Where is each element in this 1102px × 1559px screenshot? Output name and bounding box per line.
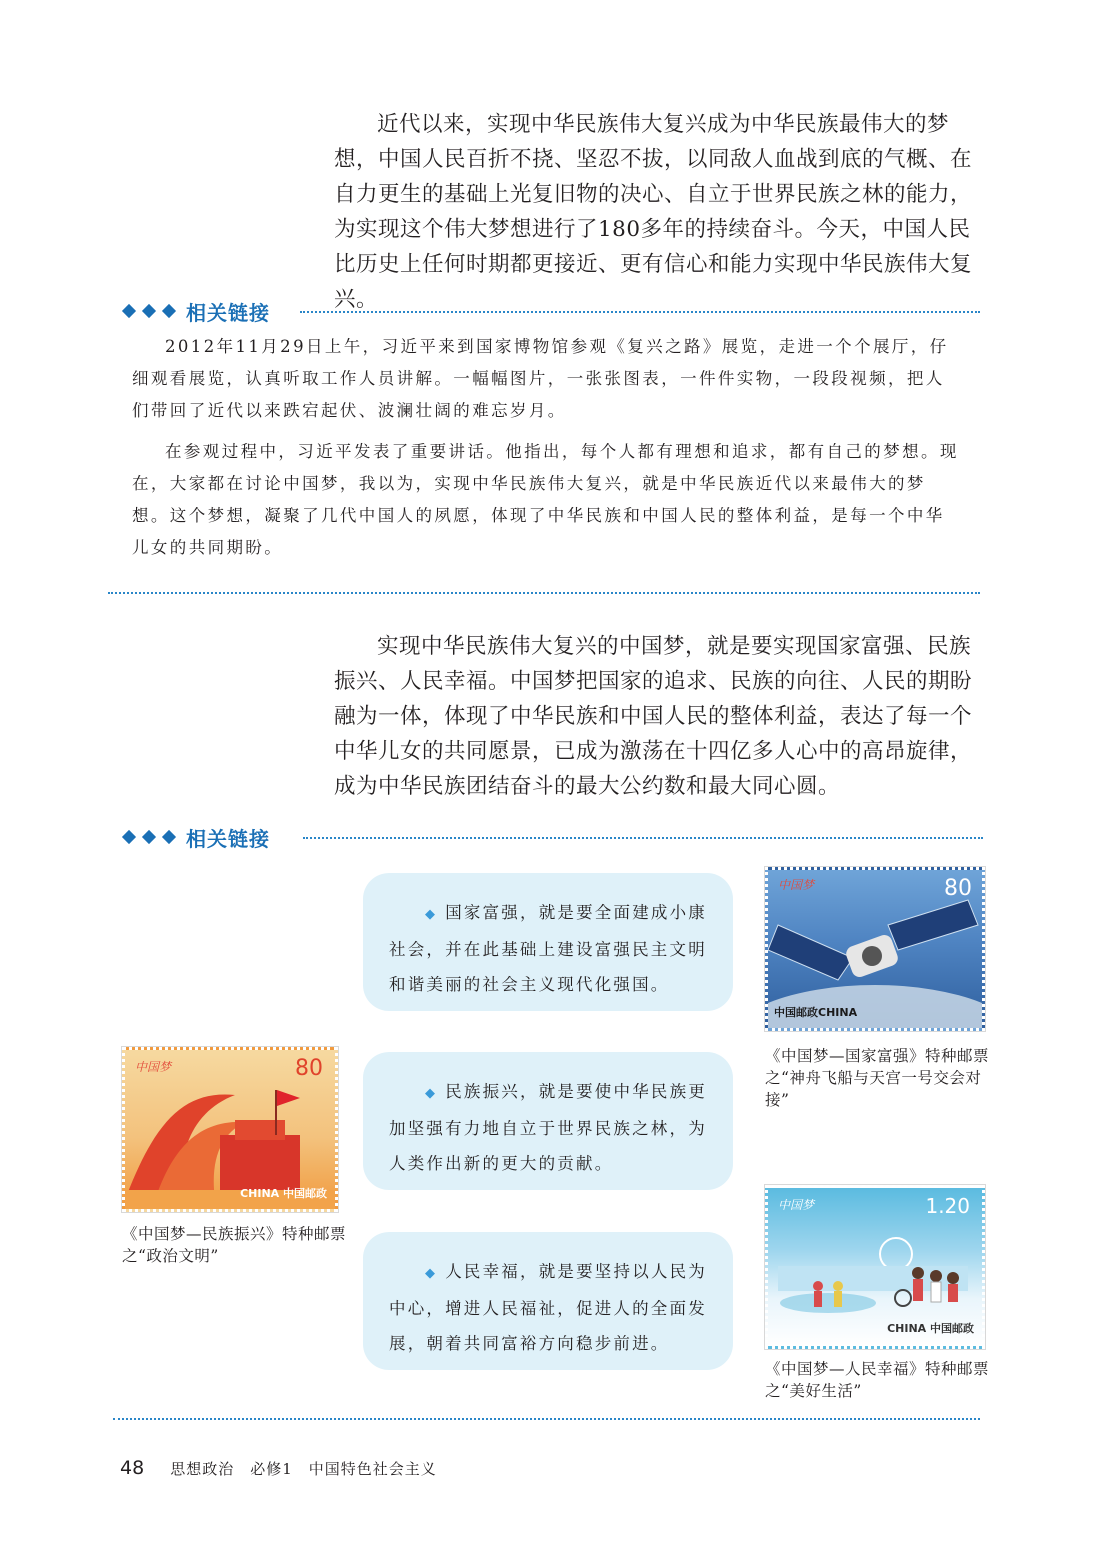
link-paragraph: 在参观过程中，习近平发表了重要讲话。他指出，每个人都有理想和追求，都有自己的梦想。现在，大家都在讨论中国梦，我以为，实现中华民族伟大复兴，就是中华民族近代以来最伟大的梦想。这个梦想，凝聚了几代中国人的夙愿，体现了中华民族和中国人民的整体利益，是每一个中华儿女的共同期盼。	[132, 442, 959, 557]
related-link-header	[122, 822, 270, 852]
related-link-header	[122, 296, 270, 326]
header-divider	[300, 311, 980, 313]
stamp-logo: 中国梦	[778, 878, 815, 892]
bubble-text: 人民幸福，就是要坚持以人民为中心，增进人民福祉，促进人的全面发展，朝着共同富裕方向稳步前进。	[389, 1262, 708, 1353]
stamp-postmark: CHINA 中国邮政	[887, 1322, 974, 1335]
stamp-logo: 中国梦	[778, 1198, 815, 1212]
diamond-bullet-icon: ◆	[425, 1266, 438, 1281]
book-title: 思想政治 必修1 中国特色社会主义	[170, 1460, 437, 1478]
section-divider	[108, 592, 980, 594]
diamond-bullets-icon	[122, 832, 176, 842]
page-footer	[120, 1457, 437, 1479]
info-bubble-happiness	[363, 1232, 733, 1370]
stamp-denomination: 80	[944, 876, 972, 901]
stamp-postmark: CHINA 中国邮政	[240, 1187, 327, 1200]
diamond-bullet-icon: ◆	[425, 907, 438, 922]
info-bubble-prosperity	[363, 873, 733, 1011]
stamp-space-docking	[765, 867, 985, 1031]
stamp-postmark: 中国邮政CHINA	[774, 1006, 858, 1019]
stamp-better-life	[765, 1185, 985, 1349]
intro-paragraph: 近代以来，实现中华民族伟大复兴成为中华民族最伟大的梦想，中国人民百折不挠、坚忍不拔，以同敌人血战到底的气概、在自力更生的基础上光复旧物的决心、自立于世界民族之林的能力，为实现这个伟大梦想进行了180多年的持续奋斗。今天，中国人民比历史上任何时期都更接近、更有信心和能力实现中华民族伟大复兴。	[334, 112, 973, 312]
stamp-logo: 中国梦	[135, 1060, 172, 1074]
link-paragraph: 2012年11月29日上午，习近平来到国家博物馆参观《复兴之路》展览，走进一个个展厅，仔细观看展览，认真听取工作人员讲解。一幅幅图片，一张张图表，一件件实物，一段段视频，把人们带回了近代以来跌宕起伏、波澜壮阔的难忘岁月。	[132, 337, 949, 420]
bubble-text: 国家富强，就是要全面建成小康社会，并在此基础上建设富强民主文明和谐美丽的社会主义现代化强国。	[389, 903, 708, 994]
china-dream-paragraph: 实现中华民族伟大复兴的中国梦，就是要实现国家富强、民族振兴、人民幸福。中国梦把国家的追求、民族的向往、人民的期盼融为一体，体现了中华民族和中国人民的整体利益，表达了每一个中华儿女的共同愿景，已成为激荡在十四亿多人心中的高昂旋律，成为中华民族团结奋斗的最大公约数和最大同心圆。	[334, 634, 973, 799]
stamp-caption: 《中国梦—国家富强》特种邮票之“神舟飞船与天宫一号交会对接”	[765, 1047, 990, 1109]
info-bubble-rejuvenation	[363, 1052, 733, 1190]
bubble-text: 民族振兴，就是要使中华民族更加坚强有力地自立于世界民族之林，为人类作出新的更大的贡献。	[389, 1082, 708, 1173]
header-divider	[303, 837, 983, 839]
diamond-bullets-icon	[122, 306, 176, 316]
stamp-denomination: 1.20	[925, 1194, 970, 1218]
stamp-caption: 《中国梦—民族振兴》特种邮票之“政治文明”	[122, 1225, 347, 1265]
stamp-denomination: 80	[295, 1056, 323, 1081]
diamond-bullet-icon: ◆	[425, 1086, 438, 1101]
stamp-political-civilization	[122, 1047, 338, 1212]
page-number: 48	[120, 1457, 145, 1479]
related-link-title: 相关链接	[186, 826, 270, 851]
related-link-title: 相关链接	[186, 300, 270, 325]
section-divider	[113, 1418, 980, 1420]
stamp-caption: 《中国梦—人民幸福》特种邮票之“美好生活”	[765, 1360, 990, 1400]
